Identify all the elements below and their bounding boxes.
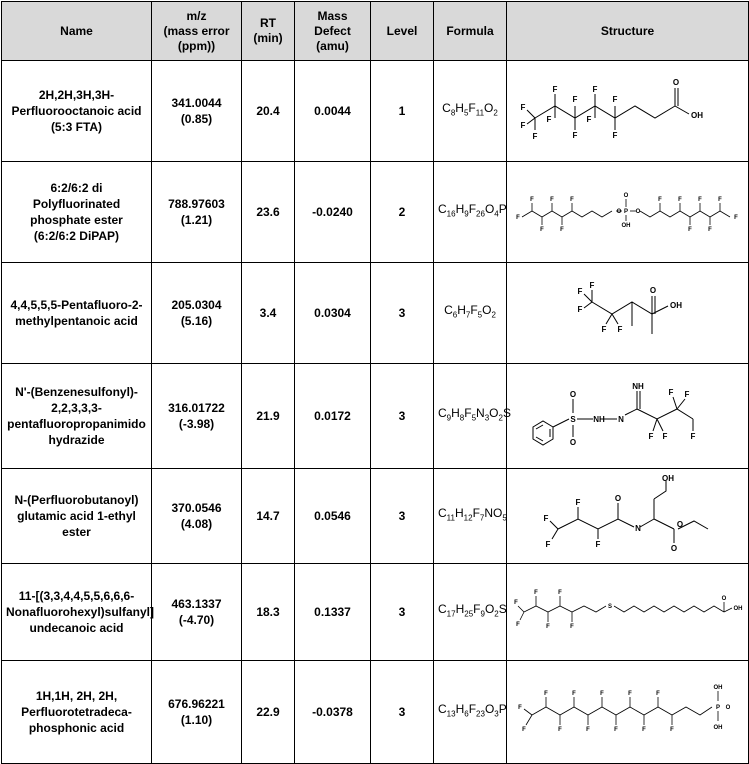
level-value: 3 [371,263,434,364]
atom-f: F [517,705,522,711]
header-name: Name [2,2,152,61]
formula-value: $C_6H_7F_5O_2$ [434,263,507,364]
table-row [2,469,749,564]
atom-f: F [585,727,590,733]
atom-s: S [569,415,576,424]
atom-f: F [521,727,526,733]
atom-f: F [543,691,548,697]
header-structure: Structure [507,2,749,61]
atom-f: F [612,95,617,104]
atom-f: F [599,691,604,697]
structure-5-3-fta [513,66,743,156]
atom-f: F [677,197,682,203]
atom-s: S [607,604,612,610]
atom-f: F [572,95,577,104]
atom-p: P [715,705,720,711]
table-row [2,364,749,469]
atom-f: F [648,432,653,441]
atom-f: F [572,131,577,140]
level-value: 3 [371,364,434,469]
structure-cell [507,364,749,469]
mass-defect-value: 0.0304 [295,263,371,364]
atom-f: F [617,325,622,334]
structure-pentafluoro-methylpentanoic [548,268,708,358]
atom-nh: NH [592,415,605,424]
mz-value: 205.0304 (5.16) [152,263,242,364]
atom-oh: OH [733,606,742,612]
atom-oh: OH [713,725,722,731]
formula-value: $C_{13}H_6F_{23}O_3P$ [434,661,507,764]
atom-f: F [668,388,673,397]
rt-value: 20.4 [242,61,295,162]
compound-name: 11-[(3,3,4,4,5,5,6,6,6- Nonafluorohexyl)sulfanyl] undecanoic acid [2,564,152,661]
rt-value: 18.3 [242,564,295,661]
atom-f: F [557,727,562,733]
atom-f: F [717,197,722,203]
structure-cell [507,61,749,162]
atom-f: F [662,432,667,441]
compound-name: N-(Perfluorobutanoyl) glutamic acid 1-ethyl ester [2,469,152,564]
mass-defect-value: -0.0378 [295,661,371,764]
atom-oh: OH [690,111,703,120]
atom-o: O [649,286,656,295]
rt-value: 14.7 [242,469,295,564]
compound-name: N'-(Benzenesulfonyl)- 2,2,3,3,3- pentafluoropropanimido hydrazide [2,364,152,469]
mz-value: 370.0546 (4.08) [152,469,242,564]
atom-f: F [641,727,646,733]
atom-f: F [577,305,582,314]
atom-f: F [515,215,520,221]
atom-nh: NH [631,382,644,391]
mass-defect-value: 0.1337 [295,564,371,661]
atom-oh: OH [669,301,682,310]
atom-f: F [545,540,550,549]
mz-value: 788.97603 (1.21) [152,162,242,263]
header-row [2,2,749,61]
atom-o: O [623,193,628,199]
level-value: 3 [371,564,434,661]
atom-oh: OH [661,474,674,483]
structure-benzenesulfonyl-hydrazide [513,369,743,463]
compound-name: 1H,1H, 2H, 2H, Perfluorotetradeca- phosphonic acid [2,661,152,764]
atom-f: F [557,590,562,596]
table-row [2,661,749,764]
atom-f: F [575,498,580,507]
table-row [2,162,749,263]
atom-p: P [623,209,628,215]
rt-value: 22.9 [242,661,295,764]
atom-f: F [545,624,550,630]
atom-o: O [676,520,683,529]
atom-f: F [515,622,520,628]
atom-n: N [634,524,641,533]
atom-f: F [586,115,591,124]
atom-f: F [577,287,582,296]
structure-cell [507,263,749,364]
atom-o: O [569,438,576,447]
table-row [2,564,749,661]
atom-o: O [725,705,730,711]
atom-f: F [569,624,574,630]
atom-f: F [559,227,564,233]
atom-f: F [627,691,632,697]
mz-value: 341.0044 (0.85) [152,61,242,162]
header-level: Level [371,2,434,61]
atom-f: F [571,691,576,697]
mass-defect-value: 0.0546 [295,469,371,564]
atom-o: O [721,596,726,602]
structure-perfluorotetradeca-phosphonic [512,667,744,757]
atom-f: F [733,215,738,221]
atom-f: F [546,115,551,124]
compound-table [1,1,749,764]
atom-f: F [684,390,689,399]
compound-name: 6:2/6:2 di Polyfluorinated phosphate ester (6:2/6:2 DiPAP) [2,162,152,263]
atom-oh: OH [621,223,630,229]
mz-value: 676.96221 (1.10) [152,661,242,764]
atom-f: F [520,103,525,112]
structure-nonafluorohexyl-sulfanyl [512,572,744,652]
header-rt: RT (min) [242,2,295,61]
atom-o: O [614,494,621,503]
atom-f: F [592,85,597,94]
mass-defect-value: 0.0044 [295,61,371,162]
structure-cell [507,564,749,661]
mass-defect-value: -0.0240 [295,162,371,263]
atom-n: N [617,415,624,424]
table-row [2,263,749,364]
atom-f: F [697,197,702,203]
atom-f: F [707,227,712,233]
rt-value: 3.4 [242,263,295,364]
header-mz: m/z (mass error (ppm)) [152,2,242,61]
atom-f: F [669,727,674,733]
formula-value: $C_{17}H_{25}F_9O_2S$ [434,564,507,661]
structure-cell [507,162,749,263]
header-formula: Formula [434,2,507,61]
structure-cell [507,661,749,764]
level-value: 3 [371,469,434,564]
atom-o: O [635,209,640,215]
formula-value: $C_{16}H_9F_{26}O_4P$ [434,162,507,263]
structure-perfluorobutanoyl-glutamic [528,473,728,559]
atom-f: F [687,227,692,233]
atom-f: F [613,727,618,733]
atom-o: O [672,78,679,87]
formula-value: $C_{11}H_{12}F_7NO_5$ [434,469,507,564]
table-row [2,61,749,162]
atom-f: F [601,325,606,334]
mz-value: 463.1337 (-4.70) [152,564,242,661]
atom-f: F [569,197,574,203]
atom-f: F [589,281,594,290]
formula-value: $C_9H_8F_5N_3O_2S$ [434,364,507,469]
level-value: 3 [371,661,434,764]
structure-dipap [512,177,744,247]
atom-f: F [552,85,557,94]
atom-f: F [549,197,554,203]
atom-f: F [595,540,600,549]
rt-value: 23.6 [242,162,295,263]
atom-f: F [539,227,544,233]
structure-cell [507,469,749,564]
atom-f: F [529,197,534,203]
compound-name: 4,4,5,5,5-Pentafluoro-2- methylpentanoic acid [2,263,152,364]
level-value: 2 [371,162,434,263]
atom-oh: OH [713,685,722,691]
atom-f: F [513,600,518,606]
atom-f: F [532,132,537,141]
atom-f: F [533,590,538,596]
formula-value: $C_8H_5F_{11}O_2$ [434,61,507,162]
mz-value: 316.01722 (-3.98) [152,364,242,469]
atom-f: F [612,131,617,140]
header-mass-defect: Mass Defect (amu) [295,2,371,61]
mass-defect-value: 0.0172 [295,364,371,469]
atom-o: O [616,209,621,215]
atom-f: F [655,691,660,697]
atom-f: F [690,432,695,441]
level-value: 1 [371,61,434,162]
atom-f: F [520,121,525,130]
atom-f: F [543,514,548,523]
compound-name: 2H,2H,3H,3H- Perfluorooctanoic acid (5:3 FTA) [2,61,152,162]
atom-o: O [670,544,677,553]
atom-o: O [569,390,576,399]
atom-f: F [657,197,662,203]
rt-value: 21.9 [242,364,295,469]
